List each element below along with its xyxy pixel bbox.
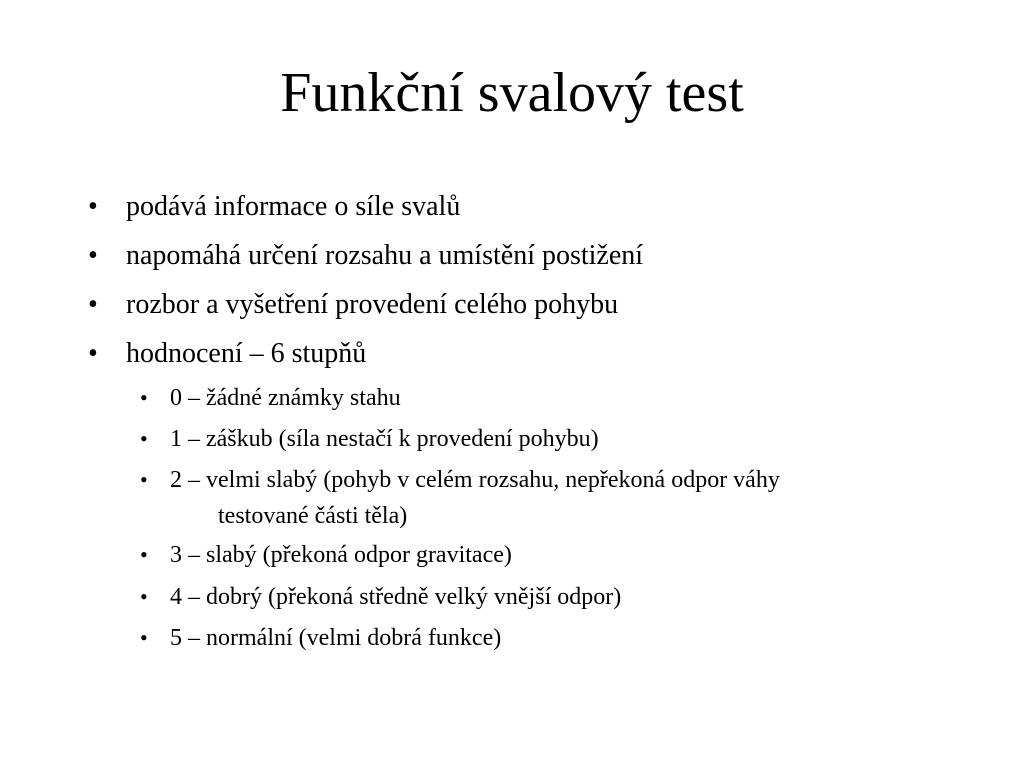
sub-bullet-icon: • bbox=[140, 385, 148, 410]
sub-bullet-icon: • bbox=[140, 467, 148, 492]
bullet-text: hodnocení – 6 stupňů bbox=[126, 338, 367, 369]
sub-bullet-text: 1 – záškub (síla nestačí k provedení pohybu) bbox=[170, 426, 599, 452]
sub-bullet-icon: • bbox=[140, 584, 148, 609]
sub-bullet-text-continuation: testované části těla) bbox=[218, 503, 408, 529]
sub-bullet-text: 4 – dobrý (překoná středně velký vnější odpor) bbox=[170, 584, 622, 610]
sub-bullet-text: 3 – slabý (překoná odpor gravitace) bbox=[170, 542, 512, 568]
bullet-icon: • bbox=[88, 338, 98, 369]
bullet-text: podává informace o síle svalů bbox=[126, 191, 461, 222]
bullet-text: napomáhá určení rozsahu a umístění postižení bbox=[126, 240, 644, 271]
sub-bullet-icon: • bbox=[140, 542, 148, 567]
sub-bullet-text: 0 – žádné známky stahu bbox=[170, 385, 401, 411]
slide-title: Funkční svalový test bbox=[280, 62, 744, 124]
sub-bullet-icon: • bbox=[140, 625, 148, 650]
sub-bullet-text: 5 – normální (velmi dobrá funkce) bbox=[170, 625, 502, 651]
bullet-icon: • bbox=[88, 240, 98, 271]
sub-bullet-text: 2 – velmi slabý (pohyb v celém rozsahu, nepřekoná odpor váhy bbox=[170, 467, 780, 493]
sub-bullet-icon: • bbox=[140, 426, 148, 451]
bullet-text: rozbor a vyšetření provedení celého pohybu bbox=[126, 289, 619, 320]
bullet-icon: • bbox=[88, 289, 98, 320]
bullet-icon: • bbox=[88, 191, 98, 222]
